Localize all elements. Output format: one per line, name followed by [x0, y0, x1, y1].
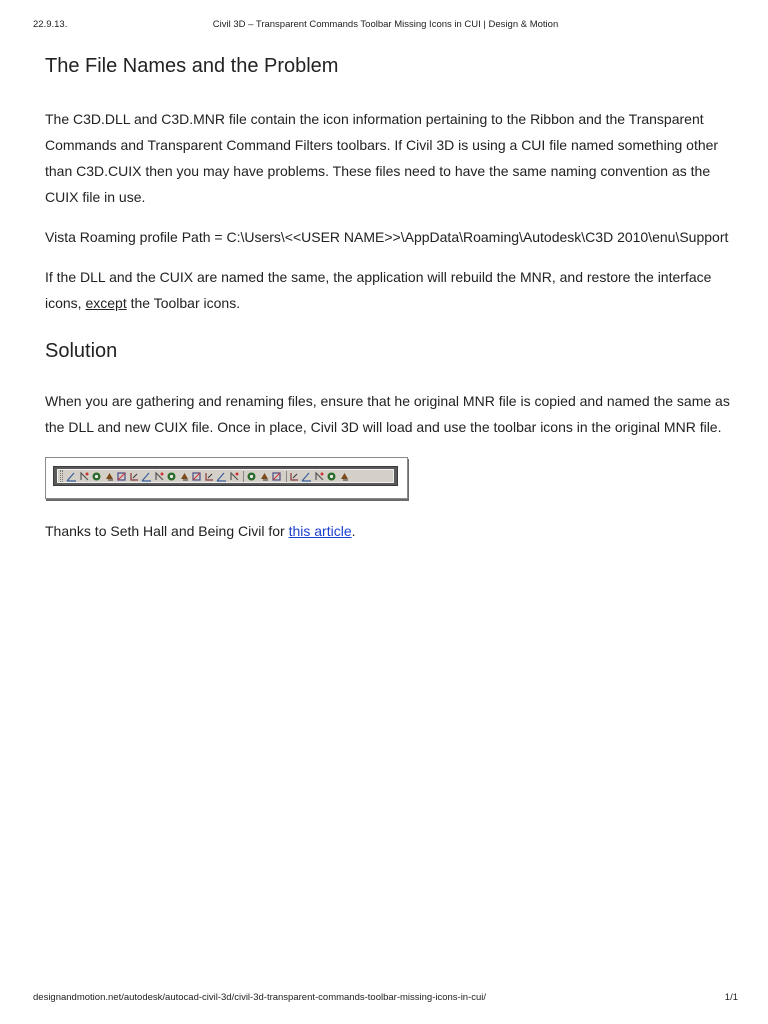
side-shot-icon: [116, 471, 127, 482]
thanks-period: .: [351, 523, 356, 539]
print-date: 22.9.13.: [33, 19, 68, 30]
grid-northing-icon: [166, 471, 177, 482]
article-content: [45, 50, 730, 544]
profile-grade-icon: [216, 471, 227, 482]
toolbar-screenshot: [45, 457, 408, 499]
point-name-icon: [191, 471, 202, 482]
station-elevation-icon: [259, 471, 270, 482]
paragraph-rebuild-text-1: If the DLL and the CUIX are named the same, the application will rebuild the MNR, and restore the interface icons,: [45, 269, 712, 311]
profile-elevation-icon: [271, 471, 282, 482]
print-header: [33, 19, 738, 33]
print-footer: [33, 992, 738, 1006]
station-offset-icon: [129, 471, 140, 482]
toolbar-icons-strip: [57, 469, 394, 483]
paragraph-file-info: The C3D.DLL and C3D.MNR file contain the icon information pertaining to the Ribbon and the Transparent Commands and Transparent Command Filters toolbars. If Civil 3D is using a CUI file named something other than C3D.CUIX then you may have problems. These files need to have the same naming convention as the CUIX file in use.: [45, 111, 719, 205]
pencil-icon: [339, 471, 350, 482]
paragraph-solution: When you are gathering and renaming files, ensure that he original MNR file is copied and named the same as the DLL and new CUIX file. Once in place, Civil 3D will load and use the toolbar icons in the original MNR file.: [45, 393, 730, 435]
northing-easting-icon: [154, 471, 165, 482]
heading-file-names-problem: The File Names and the Problem: [45, 55, 339, 77]
paragraph-roaming-path: Vista Roaming profile Path = C:\Users\<<USER NAME>>\AppData\Roaming\Autodesk\C3D 2010\enu\Support: [45, 229, 729, 245]
lat-long-icon: [179, 471, 190, 482]
profile-station-icon: [204, 471, 215, 482]
section-icon: [289, 471, 300, 482]
this-article-link[interactable]: this article: [288, 523, 352, 539]
paragraph-rebuild: [45, 264, 730, 316]
print-url: designandmotion.net/autodesk/autocad-civil-3d/civil-3d-transparent-commands-toolbar-missing-icons-in-cui/: [33, 992, 487, 1003]
point-object-icon: [104, 471, 115, 482]
paragraph-rebuild-text-2: the Toolbar icons.: [126, 295, 241, 311]
section-offset-icon: [301, 471, 312, 482]
match-icon: [246, 471, 257, 482]
toolbar-separator: [286, 471, 287, 482]
except-underlined: except: [85, 295, 127, 311]
bearing-distance-icon: [79, 471, 90, 482]
point-number-icon: [141, 471, 152, 482]
angle-distance-icon: [66, 471, 77, 482]
zenith-angle-icon: [91, 471, 102, 482]
toolbar-separator: [243, 471, 244, 482]
toolbar-grip: [60, 470, 63, 482]
thanks-text: Thanks to Seth Hall and Being Civil for: [45, 523, 289, 539]
globe-icon: [326, 471, 337, 482]
vertical-station-icon: [229, 471, 240, 482]
print-page-number: 1/1: [724, 992, 738, 1003]
transparent-commands-toolbar: [53, 466, 398, 486]
heading-solution: Solution: [45, 340, 118, 362]
paragraph-thanks: [45, 518, 730, 544]
print-page-title: Civil 3D – Transparent Commands Toolbar Missing Icons in CUI | Design & Motion: [212, 19, 559, 30]
section-grade-icon: [314, 471, 325, 482]
